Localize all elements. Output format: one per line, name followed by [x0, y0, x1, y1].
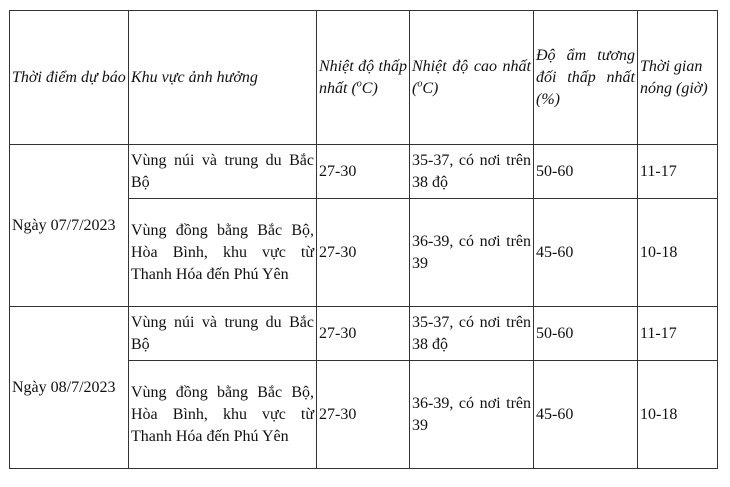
date-cell: Ngày 07/7/2023 — [10, 145, 129, 307]
humidity-cell: 50-60 — [534, 145, 638, 199]
header-humidity: Độ ẩm tương đối thấp nhất (%) — [534, 11, 638, 145]
temp-min-cell: 27-30 — [317, 361, 410, 469]
temp-min-cell: 27-30 — [317, 307, 410, 361]
temp-max-cell: 35-37, có nơi trên 38 độ — [410, 307, 534, 361]
region-cell: Vùng núi và trung du Bắc Bộ — [129, 307, 317, 361]
hours-cell: 10-18 — [638, 361, 718, 469]
hours-cell: 10-18 — [638, 199, 718, 307]
humidity-cell: 50-60 — [534, 307, 638, 361]
temp-max-cell: 36-39, có nơi trên 39 — [410, 361, 534, 469]
header-region: Khu vực ảnh hưởng — [129, 11, 317, 145]
table-row — [10, 145, 718, 199]
temp-min-cell: 27-30 — [317, 145, 410, 199]
humidity-cell: 45-60 — [534, 361, 638, 469]
heat-forecast-table — [9, 10, 718, 469]
humidity-cell: 45-60 — [534, 199, 638, 307]
header-temp-max: Nhiệt độ cao nhất ($^o$C) — [410, 11, 534, 145]
header-time: Thời điểm dự báo — [10, 11, 129, 145]
date-cell: Ngày 08/7/2023 — [10, 307, 129, 469]
table-header-row — [10, 11, 718, 145]
region-cell: Vùng đồng bằng Bắc Bộ, Hòa Bình, khu vực từ Thanh Hóa đến Phú Yên — [129, 361, 317, 469]
region-cell: Vùng đồng bằng Bắc Bộ, Hòa Bình, khu vực từ Thanh Hóa đến Phú Yên — [129, 199, 317, 307]
temp-min-cell: 27-30 — [317, 199, 410, 307]
header-hot-hours: Thời gian nóng (giờ) — [638, 11, 718, 145]
region-cell: Vùng núi và trung du Bắc Bộ — [129, 145, 317, 199]
hours-cell: 11-17 — [638, 145, 718, 199]
temp-max-cell: 36-39, có nơi trên 39 — [410, 199, 534, 307]
table-row — [10, 307, 718, 361]
header-temp-min: Nhiệt độ thấp nhất ($^o$C) — [317, 11, 410, 145]
hours-cell: 11-17 — [638, 307, 718, 361]
forecast-table-container — [9, 10, 718, 469]
temp-max-cell: 35-37, có nơi trên 38 độ — [410, 145, 534, 199]
